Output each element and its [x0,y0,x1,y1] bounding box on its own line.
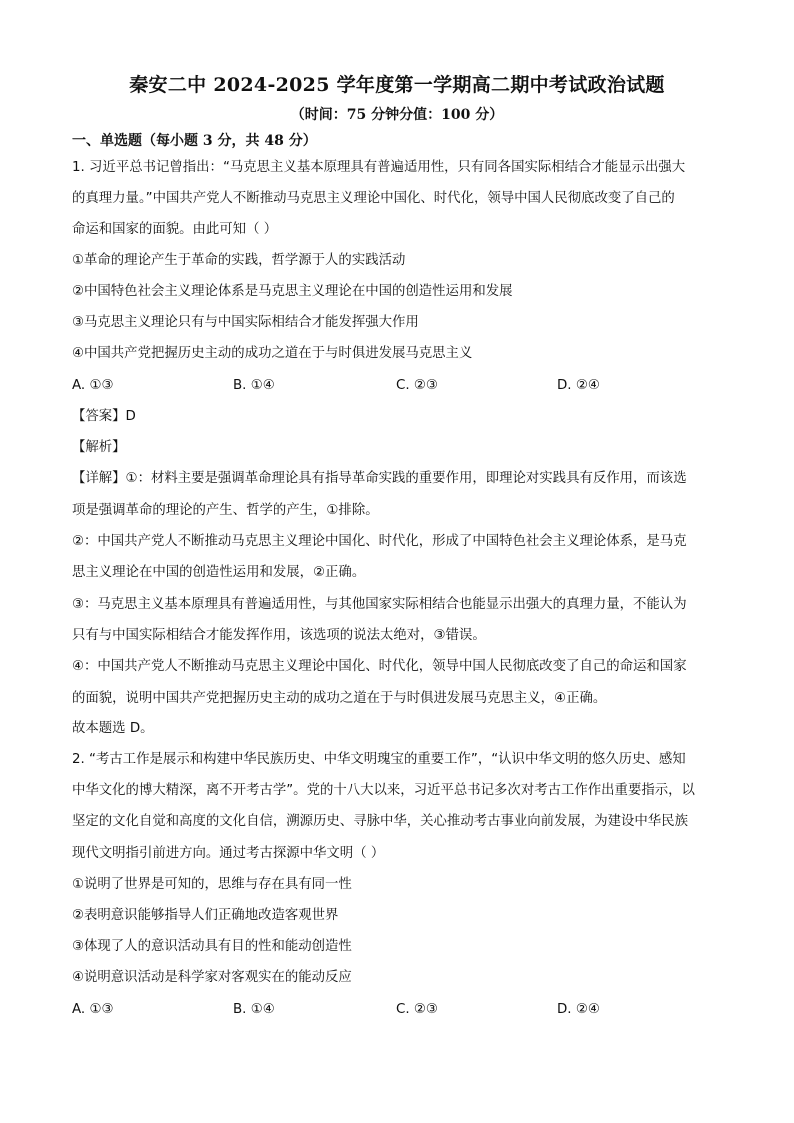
q2-statement: ③体现了人的意识活动具有目的性和能动创造性 [72,939,352,954]
q2-stem-line: 现代文明指引前进方向。通过考古探源中华文明（ ） [72,846,385,861]
q2-stem-line: 坚定的文化自觉和高度的文化自信，溯源历史、寻脉中华，关心推动考古事业向前发展，为建设中华民族 [72,814,688,829]
q2-option-d: D. ②④ [557,1002,600,1017]
exam-time-score: （时间：75 分钟分值：100 分） [290,107,504,123]
q1-answer: 【答案】D [72,409,136,424]
q1-statement: ②中国特色社会主义理论体系是马克思主义理论在中国的创造性运用和发展 [72,284,513,299]
q1-stem-line: 命运和国家的面貌。由此可知（ ） [72,222,278,237]
q1-statement: ①革命的理论产生于革命的实践，哲学源于人的实践活动 [72,253,406,268]
q1-stem-line: 的真理力量。”中国共产党人不断推动马克思主义理论中国化、时代化，领导中国人民彻底改变了自己的 [72,191,675,206]
q2-option-a: A. ①③ [72,1002,114,1017]
exam-title: 秦安二中 2024-2025 学年度第一学期高二期中考试政治试题 [129,74,665,96]
q1-statement: ④中国共产党把握历史主动的成功之道在于与时俱进发展马克思主义 [72,346,473,361]
q1-detail-line: 只有与中国实际相结合才能发挥作用，该选项的说法太绝对，③错误。 [72,628,486,643]
q2-option-c: C. ②③ [396,1002,438,1017]
q1-option-b: B. ①④ [233,378,275,393]
q1-analysis-label: 【解析】 [72,440,126,455]
q2-statement: ①说明了世界是可知的，思维与存在具有同一性 [72,877,352,892]
q1-detail-line: 的面貌，说明中国共产党把握历史主动的成功之道在于与时俱进发展马克思主义，④正确。 [72,691,607,706]
q1-detail-line: 项是强调革命的理论的产生、哲学的产生，①排除。 [72,503,379,518]
q1-detail-line: ②：中国共产党人不断推动马克思主义理论中国化、时代化，形成了中国特色社会主义理论体系，是马克 [72,534,687,549]
section-heading: 一、单选题（每小题 3 分，共 48 分） [72,133,317,149]
q1-detail-line: ④：中国共产党人不断推动马克思主义理论中国化、时代化，领导中国人民彻底改变了自己的命运和国家 [72,659,687,674]
q1-detail-line: 思主义理论在中国的创造性运用和发展，②正确。 [72,565,366,580]
q2-option-b: B. ①④ [233,1002,275,1017]
q1-option-c: C. ②③ [396,378,438,393]
q2-stem-line: 2. “考古工作是展示和构建中华民族历史、中华文明瑰宝的重要工作”，“认识中华文明的悠久历史、感知 [72,752,686,767]
q1-option-a: A. ①③ [72,378,114,393]
q2-statement: ④说明意识活动是科学家对客观实在的能动反应 [72,970,352,985]
q2-stem-line: 中华文化的博大精深，离不开考古学”。党的十八大以来，习近平总书记多次对考古工作作出重要指示，以 [72,783,695,798]
q1-detail-line: ③：马克思主义基本原理具有普遍适用性，与其他国家实际相结合也能显示出强大的真理力量，不能认为 [72,597,687,612]
q1-statement: ③马克思主义理论只有与中国实际相结合才能发挥强大作用 [72,315,419,330]
q2-statement: ②表明意识能够指导人们正确地改造客观世界 [72,908,339,923]
q1-stem-line: 1. 习近平总书记曾指出：“马克思主义基本原理具有普遍适用性，只有同各国实际相结合才能显示出强大 [72,160,686,175]
q1-detail-line: 【详解】①：材料主要是强调革命理论具有指导革命实践的重要作用，即理论对实践具有反作用，而该选 [72,471,687,486]
q1-conclusion: 故本题选 D。 [72,721,154,736]
q1-option-d: D. ②④ [557,378,600,393]
